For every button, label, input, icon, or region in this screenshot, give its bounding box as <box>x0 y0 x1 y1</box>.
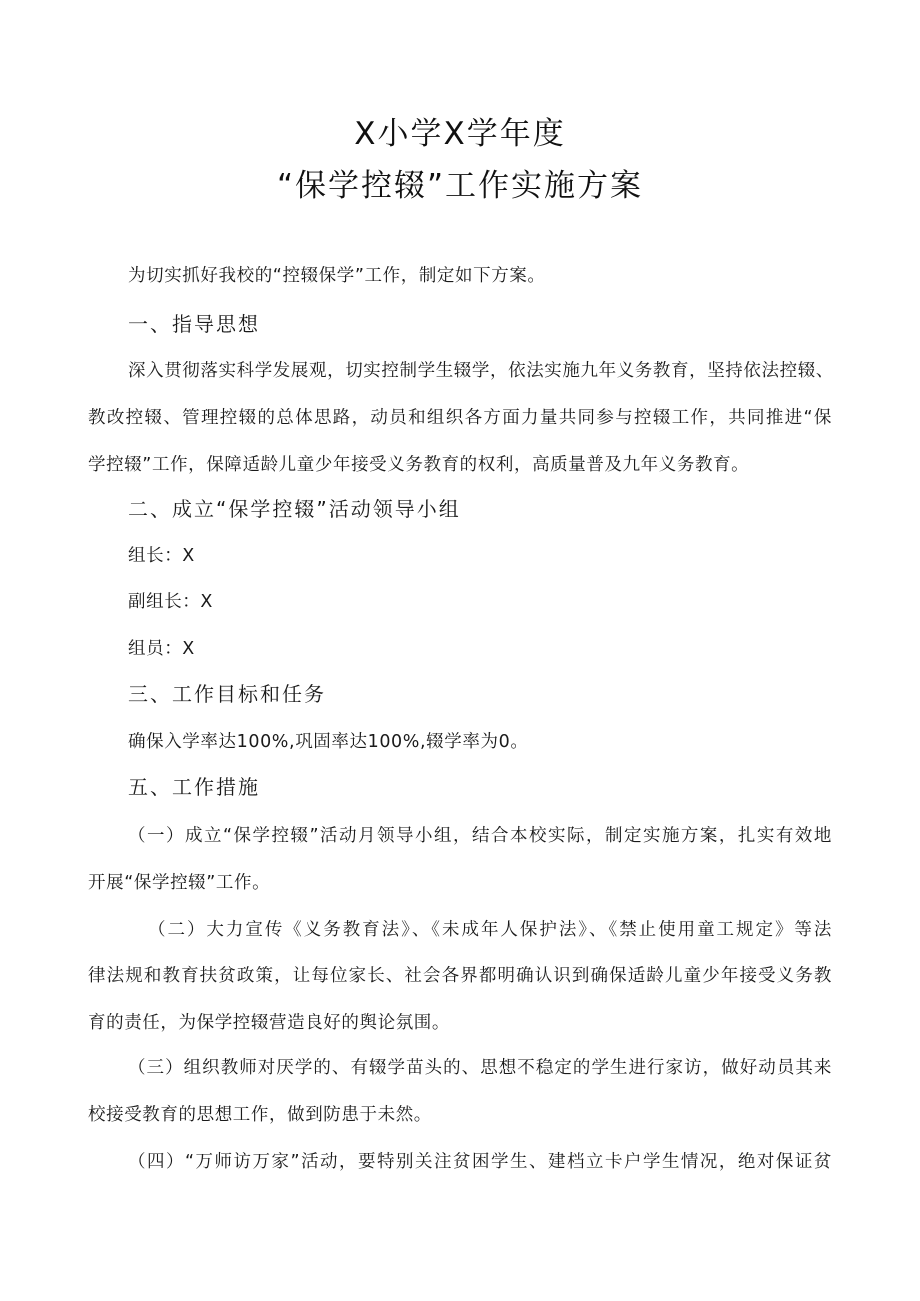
measure-3-line-1: （三）组织教师对厌学的、有辍学苗头的、思想不稳定的学生进行家访，做好动员其来 <box>128 1058 832 1078</box>
section-3-heading: 三、工作目标和任务 <box>128 682 326 706</box>
section-1-line-2: 教改控辍、管理控辍的总体思路，动员和组织各方面力量共同参与控辍工作，共同推进“保 <box>88 408 832 428</box>
measure-4-line-1: （四）“万师访万家”活动，要特别关注贫困学生、建档立卡户学生情况，绝对保证贫 <box>128 1152 832 1172</box>
measure-3-line-2: 校接受教育的思想工作，做到防患于未然。 <box>88 1105 432 1125</box>
intro-paragraph: 为切实抓好我校的“控辍保学”工作，制定如下方案。 <box>128 266 546 286</box>
section-1-line-1: 深入贯彻落实科学发展观，切实控制学生辍学，依法实施九年义务教育，坚持依法控辍、 <box>128 361 834 381</box>
measure-2-line-2: 律法规和教育扶贫政策，让每位家长、社会各界都明确认识到确保适龄儿童少年接受义务教 <box>88 966 832 986</box>
section-3-text: 确保入学率达100%,巩固率达100%,辍学率为0。 <box>128 732 529 752</box>
document-title-line-1: X小学X学年度 <box>354 116 566 152</box>
group-members: 组员：X <box>128 639 195 659</box>
deputy-group-leader: 副组长：X <box>128 592 213 612</box>
measure-2-line-1: （二）大力宣传《义务教育法》、《未成年人保护法》、《禁止使用童工规定》等法 <box>148 920 832 940</box>
measure-1-line-1: （一）成立“保学控辍”活动月领导小组，结合本校实际，制定实施方案，扎实有效地 <box>128 826 832 846</box>
document-title-line-2: “保学控辍”工作实施方案 <box>276 168 644 204</box>
section-1-heading: 一、指导思想 <box>128 312 260 336</box>
measure-2-line-3: 育的责任，为保学控辍营造良好的舆论氛围。 <box>88 1013 450 1033</box>
section-5-heading: 五、工作措施 <box>128 775 260 799</box>
section-2-heading: 二、成立“保学控辍”活动领导小组 <box>128 497 461 521</box>
group-leader: 组长：X <box>128 546 195 566</box>
section-1-line-3: 学控辍”工作，保障适龄儿童少年接受义务教育的权利，高质量普及九年义务教育。 <box>88 455 750 475</box>
measure-1-line-2: 开展“保学控辍”工作。 <box>88 873 271 893</box>
